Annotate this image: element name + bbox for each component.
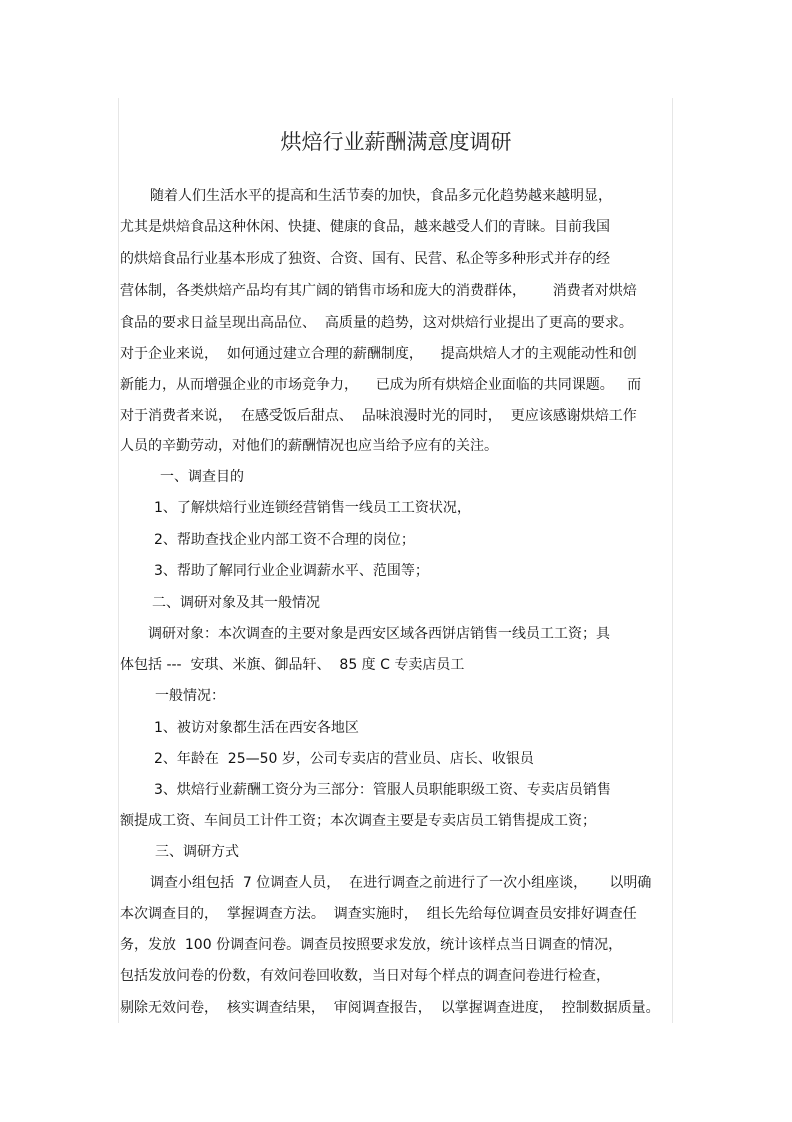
paragraph-line: 食品的要求日益呈现出高品位、 高质量的趋势，这对烘焙行业提出了更高的要求。: [120, 315, 633, 331]
paragraph-line: 对于企业来说， 如何通过建立合理的薪酬制度， 提高烘焙人才的主观能动性和创: [120, 346, 637, 362]
paragraph-line: 体包括 --- 安琪、米旗、御品轩、 85 度 C 专卖店员工: [120, 657, 465, 673]
paragraph-line: 包括发放问卷的份数，有效问卷回收数，当日对每个样点的调查问卷进行检查，: [120, 968, 610, 984]
paragraph-line: 营体制，各类烘焙产品均有其广阔的销售市场和庞大的消费群体， 消费者对烘焙: [120, 283, 637, 299]
paragraph-line: 额提成工资、车间员工计件工资；本次调查主要是专卖店员工销售提成工资；: [120, 813, 596, 829]
paragraph-line: 一、调查目的: [160, 469, 244, 485]
paragraph-line: 随着人们生活水平的提高和生活节奏的加快，食品多元化趋势越来越明显，: [150, 188, 612, 204]
paragraph-line: 2、帮助查找企业内部工资不合理的岗位；: [154, 532, 415, 548]
paragraph-line: 的烘焙食品行业基本形成了独资、合资、国有、民营、私企等多种形式并存的经: [120, 251, 610, 267]
paragraph-line: 1、被访对象都生活在西安各地区: [154, 720, 359, 736]
paragraph-line: 本次调查目的， 掌握调查方法。 调查实施时， 组长先给每位调查员安排好调查任: [120, 906, 637, 922]
paragraph-line: 调查小组包括 7 位调查人员， 在进行调查之前进行了一次小组座谈， 以明确: [150, 875, 652, 891]
paragraph-line: 一般情况：: [155, 688, 225, 704]
paragraph-line: 2、年龄在 25—50 岁，公司专卖店的营业员、店长、收银员: [154, 751, 534, 767]
page-border-left: [118, 98, 119, 1023]
paragraph-line: 二、调研对象及其一般情况: [152, 595, 320, 611]
paragraph-line: 务，发放 100 份调查问卷。调查员按照要求发放，统计该样点当日调查的情况，: [120, 937, 623, 953]
paragraph-line: 3、帮助了解同行业企业调薪水平、范围等；: [154, 563, 429, 579]
paragraph-line: 尤其是烘焙食品这种休闲、快捷、健康的食品，越来越受人们的青睐。目前我国: [120, 219, 610, 235]
paragraph-line: 3、烘焙行业薪酬工资分为三部分：管服人员职能职级工资、专卖店员销售: [154, 782, 611, 798]
paragraph-line: 对于消费者来说， 在感受饭后甜点、 品味浪漫时光的同时， 更应该感谢烘焙工作: [120, 408, 637, 424]
paragraph-line: 三、调研方式: [155, 844, 239, 860]
paragraph-line: 新能力，从而增强企业的市场竞争力， 已成为所有烘焙企业面临的共同课题。 而: [120, 377, 642, 393]
paragraph-line: 人员的辛勤劳动，对他们的薪酬情况也应当给予应有的关注。: [120, 438, 498, 454]
paragraph-line: 1、了解烘焙行业连锁经营销售一线员工工资状况，: [154, 500, 471, 516]
paragraph-line: 调研对象：本次调查的主要对象是西安区域各西饼店销售一线员工工资；具: [148, 626, 610, 642]
page-border-right: [672, 98, 673, 1023]
document-title: 烘焙行业薪酬满意度调研: [280, 130, 512, 154]
paragraph-line: 剔除无效问卷， 核实调查结果， 审阅调查报告， 以掌握调查进度， 控制数据质量。: [120, 1000, 660, 1016]
